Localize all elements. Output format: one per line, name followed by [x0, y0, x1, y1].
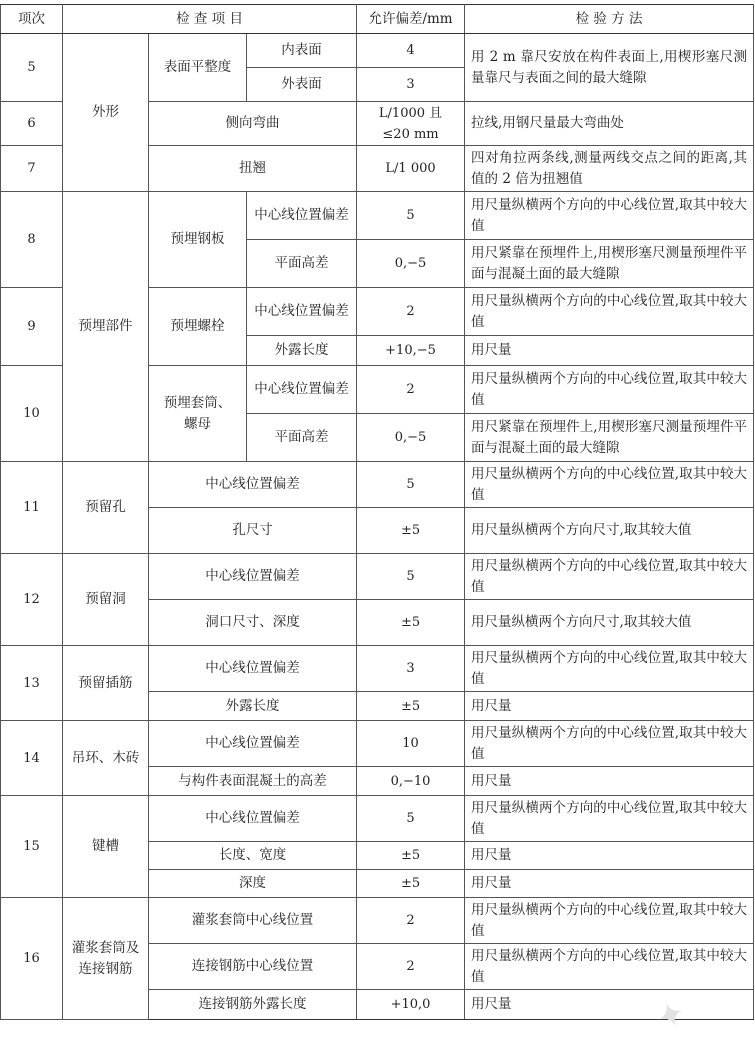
tolerance-value: 5 — [357, 554, 465, 600]
item-label: 深度 — [149, 870, 357, 898]
table-row — [1, 462, 754, 508]
header-row — [1, 5, 754, 34]
item-label: 中心线位置偏差 — [247, 366, 357, 414]
tolerance-value: 2 — [357, 366, 465, 414]
item-label: 中心线位置偏差 — [149, 646, 357, 692]
table-row — [1, 192, 754, 240]
tolerance-value: ±5 — [357, 600, 465, 646]
sub-label: 预埋螺栓 — [149, 288, 247, 366]
tolerance-value: ±5 — [357, 692, 465, 721]
method-text: 用尺量 — [465, 870, 754, 898]
tolerance-value: 5 — [357, 796, 465, 842]
item-label: 外露长度 — [149, 692, 357, 721]
row-no: 9 — [1, 288, 63, 366]
item-label: 长度、宽度 — [149, 842, 357, 870]
method-text: 用尺量纵横两个方向的中心线位置,取其中较大值 — [465, 944, 754, 990]
row-no: 5 — [1, 34, 63, 102]
tolerance-value: ±5 — [357, 508, 465, 554]
item-label: 灌浆套筒中心线位置 — [149, 898, 357, 944]
tolerance-value: 2 — [357, 288, 465, 336]
tolerance-value: L/1000 且 ≤20 mm — [357, 102, 465, 146]
method-text: 用尺量纵横两个方向的中心线位置,取其中较大值 — [465, 288, 754, 336]
method-text: 用尺量 — [465, 990, 754, 1020]
row-no: 12 — [1, 554, 63, 646]
tolerance-value: 4 — [357, 34, 465, 68]
method-text: 用尺量纵横两个方向尺寸,取其较大值 — [465, 508, 754, 554]
method-text: 用尺量 — [465, 842, 754, 870]
tolerance-value: 0,−10 — [357, 767, 465, 796]
method-text: 用尺量纵横两个方向的中心线位置,取其中较大值 — [465, 796, 754, 842]
tolerance-value: 2 — [357, 898, 465, 944]
group-label: 吊环、木砖 — [63, 721, 149, 796]
table-row — [1, 796, 754, 842]
row-no: 7 — [1, 146, 63, 192]
watermark-mark: ✦ — [650, 992, 692, 1040]
tolerance-value: ±5 — [357, 870, 465, 898]
item-label: 孔尺寸 — [149, 508, 357, 554]
method-text: 拉线,用钢尺量最大弯曲处 — [465, 102, 754, 146]
table-row — [1, 554, 754, 600]
row-no: 11 — [1, 462, 63, 554]
sub-label: 预埋套筒、螺母 — [149, 366, 247, 462]
group-label: 键槽 — [63, 796, 149, 898]
method-text: 用尺量纵横两个方向的中心线位置,取其中较大值 — [465, 192, 754, 240]
header-item: 检 查 项 目 — [63, 5, 357, 34]
item-label: 洞口尺寸、深度 — [149, 600, 357, 646]
group-label: 预埋部件 — [63, 192, 149, 462]
tolerance-value: 5 — [357, 462, 465, 508]
item-label: 内表面 — [247, 34, 357, 68]
tolerance-value: 3 — [357, 646, 465, 692]
item-label: 外露长度 — [247, 336, 357, 366]
inspection-table-container — [0, 4, 753, 1020]
method-text: 用尺紧靠在预埋件上,用楔形塞尺测量预埋件平面与混凝土面的最大缝隙 — [465, 414, 754, 462]
method-text: 用尺量纵横两个方向的中心线位置,取其中较大值 — [465, 366, 754, 414]
tolerance-value: +10,−5 — [357, 336, 465, 366]
row-no: 16 — [1, 898, 63, 1020]
header-no: 项次 — [1, 5, 63, 34]
item-label: 连接钢筋中心线位置 — [149, 944, 357, 990]
tolerance-value: 5 — [357, 192, 465, 240]
sub-label: 预埋钢板 — [149, 192, 247, 288]
item-label: 中心线位置偏差 — [149, 462, 357, 508]
row-no: 13 — [1, 646, 63, 721]
row-no: 10 — [1, 366, 63, 462]
item-label: 扭翘 — [149, 146, 357, 192]
row-no: 8 — [1, 192, 63, 288]
item-label: 中心线位置偏差 — [149, 796, 357, 842]
header-method: 检 验 方 法 — [465, 5, 754, 34]
tolerance-value: 0,−5 — [357, 414, 465, 462]
method-text: 用尺量纵横两个方向的中心线位置,取其中较大值 — [465, 646, 754, 692]
method-text: 用尺紧靠在预埋件上,用楔形塞尺测量预埋件平面与混凝土面的最大缝隙 — [465, 240, 754, 288]
item-label: 平面高差 — [247, 240, 357, 288]
header-tolerance: 允许偏差/mm — [357, 5, 465, 34]
method-text: 用尺量纵横两个方向的中心线位置,取其中较大值 — [465, 721, 754, 767]
item-label: 中心线位置偏差 — [247, 192, 357, 240]
method-text: 用 2 m 靠尺安放在构件表面上,用楔形塞尺测量靠尺与表面之间的最大缝隙 — [465, 34, 754, 102]
row-no: 15 — [1, 796, 63, 898]
method-text: 用尺量纵横两个方向的中心线位置,取其中较大值 — [465, 898, 754, 944]
item-label: 连接钢筋外露长度 — [149, 990, 357, 1020]
item-label: 中心线位置偏差 — [247, 288, 357, 336]
method-text: 用尺量纵横两个方向尺寸,取其较大值 — [465, 600, 754, 646]
group-label: 预留插筋 — [63, 646, 149, 721]
tolerance-value: 10 — [357, 721, 465, 767]
tolerance-value: +10,0 — [357, 990, 465, 1020]
tolerance-value: ±5 — [357, 842, 465, 870]
item-label: 与构件表面混凝土的高差 — [149, 767, 357, 796]
group-label: 灌浆套筒及连接钢筋 — [63, 898, 149, 1020]
table-row — [1, 34, 754, 68]
row-no: 6 — [1, 102, 63, 146]
method-text: 用尺量 — [465, 692, 754, 721]
sub-label: 表面平整度 — [149, 34, 247, 102]
method-text: 四对角拉两条线,测量两线交点之间的距离,其值的 2 倍为扭翘值 — [465, 146, 754, 192]
table-row — [1, 898, 754, 944]
group-label: 外形 — [63, 34, 149, 192]
tolerance-value: 2 — [357, 944, 465, 990]
method-text: 用尺量 — [465, 336, 754, 366]
item-label: 平面高差 — [247, 414, 357, 462]
table-row — [1, 721, 754, 767]
tolerance-value: 0,−5 — [357, 240, 465, 288]
item-label: 中心线位置偏差 — [149, 721, 357, 767]
tolerance-value: L/1 000 — [357, 146, 465, 192]
row-no: 14 — [1, 721, 63, 796]
group-label: 预留孔 — [63, 462, 149, 554]
item-label: 侧向弯曲 — [149, 102, 357, 146]
group-label: 预留洞 — [63, 554, 149, 646]
item-label: 外表面 — [247, 68, 357, 102]
method-text: 用尺量纵横两个方向的中心线位置,取其中较大值 — [465, 462, 754, 508]
table-row — [1, 646, 754, 692]
tolerance-value: 3 — [357, 68, 465, 102]
method-text: 用尺量 — [465, 767, 754, 796]
inspection-table — [0, 4, 754, 1020]
item-label: 中心线位置偏差 — [149, 554, 357, 600]
method-text: 用尺量纵横两个方向的中心线位置,取其中较大值 — [465, 554, 754, 600]
